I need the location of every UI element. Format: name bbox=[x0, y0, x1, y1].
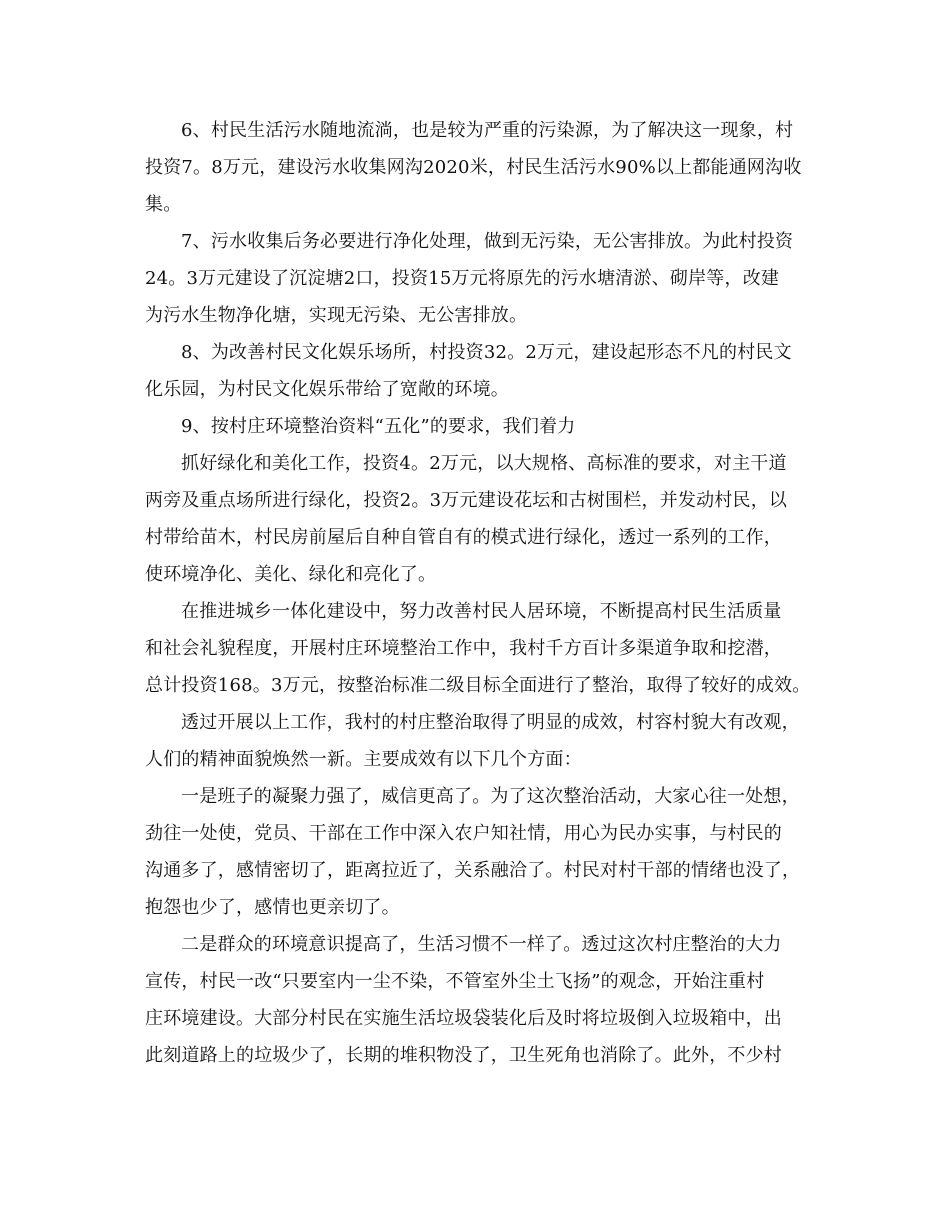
text-line: 两旁及重点场所进行绿化，投资2。3万元建设花坛和古树围栏，并发动村民，以 bbox=[145, 490, 788, 511]
text-line: 一是班子的凝聚力强了，威信更高了。为了这次整治活动，大家心往一处想， bbox=[181, 786, 800, 807]
text-line: 抱怨也少了，感情也更亲切了。 bbox=[145, 897, 400, 918]
text-line: 集。 bbox=[145, 194, 182, 215]
text-line: 和社会礼貌程度，开展村庄环境整治工作中，我村千方百计多渠道争取和挖潜， bbox=[145, 638, 782, 659]
text-line: 投资7。8万元，建设污水收集网沟2020米，村民生活污水90%以上都能通网沟收 bbox=[145, 157, 802, 178]
text-line: 在推进城乡一体化建设中，努力改善村民人居环境，不断提高村民生活质量 bbox=[181, 601, 782, 622]
text-line: 人们的精神面貌焕然一新。主要成效有以下几个方面： bbox=[145, 749, 582, 770]
text-line: 抓好绿化和美化工作，投资4。2万元，以大规格、高标准的要求，对主干道 bbox=[181, 453, 787, 474]
text-line: 24。3万元建设了沉淀塘2口，投资15万元将原先的污水塘清淤、砌岸等，改建 bbox=[145, 268, 780, 289]
text-line: 9、按村庄环境整治资料“五化”的要求，我们着力 bbox=[181, 416, 576, 437]
text-line: 二是群众的环境意识提高了，生活习惯不一样了。透过这次村庄整治的大力 bbox=[181, 934, 782, 955]
text-line: 化乐园，为村民文化娱乐带给了宽敞的环境。 bbox=[145, 379, 509, 400]
text-line: 为污水生物净化塘，实现无污染、无公害排放。 bbox=[145, 305, 528, 326]
text-line: 劲往一处使，党员、干部在工作中深入农户知社情，用心为民办实事，与村民的 bbox=[145, 823, 782, 844]
text-line: 此刻道路上的垃圾少了，长期的堆积物没了，卫生死角也消除了。此外，不少村 bbox=[145, 1045, 782, 1066]
text-line: 沟通多了，感情密切了，距离拉近了，关系融洽了。村民对村干部的情绪也没了， bbox=[145, 860, 801, 881]
text-line: 使环境净化、美化、绿化和亮化了。 bbox=[145, 564, 437, 585]
text-line: 透过开展以上工作，我村的村庄整治取得了明显的成效，村容村貌大有改观， bbox=[181, 712, 800, 733]
text-line: 村带给苗木，村民房前屋后自种自管自有的模式进行绿化，透过一系列的工作， bbox=[145, 527, 782, 548]
text-line: 庄环境建设。大部分村民在实施生活垃圾袋装化后及时将垃圾倒入垃圾箱中，出 bbox=[145, 1008, 782, 1029]
text-line: 8、为改善村民文化娱乐场所，村投资32。2万元，建设起形态不凡的村民文 bbox=[181, 342, 792, 363]
text-line: 宣传，村民一改“只要室内一尘不染，不管室外尘土飞扬”的观念，开始注重村 bbox=[145, 971, 765, 992]
text-line: 总计投资168。3万元，按整治标准二级目标全面进行了整治，取得了较好的成效。 bbox=[145, 675, 811, 696]
text-line: 7、污水收集后务必要进行净化处理，做到无污染，无公害排放。为此村投资 bbox=[181, 231, 794, 252]
text-line: 6、村民生活污水随地流淌，也是较为严重的污染源，为了解决这一现象，村 bbox=[181, 120, 794, 141]
